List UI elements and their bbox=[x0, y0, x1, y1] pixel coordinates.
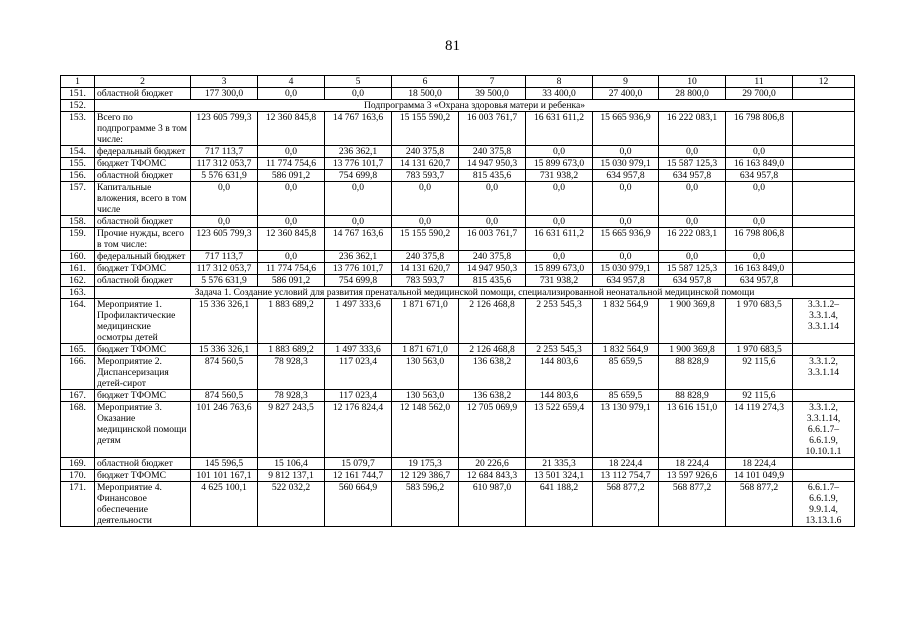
amount-cell: 85 659,5 bbox=[593, 390, 659, 402]
amount-cell: 0,0 bbox=[392, 182, 459, 216]
amount-cell: 15 336 326,1 bbox=[191, 344, 258, 356]
amount-cell: 9 827 243,5 bbox=[258, 402, 325, 458]
amount-cell: 130 563,0 bbox=[392, 390, 459, 402]
table-row bbox=[61, 356, 855, 390]
amount-cell: 1 900 369,8 bbox=[659, 344, 726, 356]
amount-cell: 78 928,3 bbox=[258, 356, 325, 390]
item-name: бюджет ТФОМС bbox=[95, 263, 191, 275]
amount-cell: 754 699,8 bbox=[325, 275, 392, 287]
amount-cell: 634 957,8 bbox=[593, 275, 659, 287]
budget-table bbox=[60, 75, 855, 527]
table-row bbox=[61, 263, 855, 275]
table-row bbox=[61, 182, 855, 216]
amount-cell: 12 360 845,8 bbox=[258, 112, 325, 146]
amount-cell: 641 188,2 bbox=[526, 482, 593, 527]
amount-cell: 16 003 761,7 bbox=[459, 112, 526, 146]
amount-cell: 11 774 754,6 bbox=[258, 263, 325, 275]
amount-cell: 0,0 bbox=[726, 182, 793, 216]
indicator-code: 6.6.1.7– 6.6.1.9, 9.9.1.4, 13.13.1.6 bbox=[793, 482, 855, 527]
indicator-code bbox=[793, 112, 855, 146]
item-name: областной бюджет bbox=[95, 88, 191, 100]
table-row bbox=[61, 458, 855, 470]
amount-cell: 12 360 845,8 bbox=[258, 228, 325, 251]
amount-cell: 634 957,8 bbox=[726, 170, 793, 182]
amount-cell: 2 253 545,3 bbox=[526, 299, 593, 344]
amount-cell: 5 576 631,9 bbox=[191, 275, 258, 287]
amount-cell: 101 246 763,6 bbox=[191, 402, 258, 458]
row-number: 156. bbox=[61, 170, 95, 182]
amount-cell: 0,0 bbox=[459, 182, 526, 216]
item-name: областной бюджет bbox=[95, 216, 191, 228]
amount-cell: 0,0 bbox=[593, 216, 659, 228]
amount-cell: 14 131 620,7 bbox=[392, 158, 459, 170]
amount-cell: 0,0 bbox=[325, 88, 392, 100]
amount-cell: 0,0 bbox=[258, 251, 325, 263]
amount-cell: 583 596,2 bbox=[392, 482, 459, 527]
amount-cell: 13 616 151,0 bbox=[659, 402, 726, 458]
amount-cell: 11 774 754,6 bbox=[258, 158, 325, 170]
amount-cell: 136 638,2 bbox=[459, 390, 526, 402]
amount-cell: 14 101 049,9 bbox=[726, 470, 793, 482]
amount-cell: 117 312 053,7 bbox=[191, 158, 258, 170]
amount-cell: 16 222 083,1 bbox=[659, 112, 726, 146]
amount-cell: 568 877,2 bbox=[593, 482, 659, 527]
amount-cell: 1 832 564,9 bbox=[593, 299, 659, 344]
table-row bbox=[61, 344, 855, 356]
amount-cell: 240 375,8 bbox=[392, 251, 459, 263]
item-name: бюджет ТФОМС bbox=[95, 158, 191, 170]
indicator-code: 3.3.1.2– 3.3.1.4, 3.3.1.14 bbox=[793, 299, 855, 344]
row-number: 154. bbox=[61, 146, 95, 158]
item-name: Мероприятие 2. Диспансеризация детей-сирот bbox=[95, 356, 191, 390]
amount-cell: 0,0 bbox=[526, 182, 593, 216]
amount-cell: 15 587 125,3 bbox=[659, 158, 726, 170]
amount-cell: 874 560,5 bbox=[191, 390, 258, 402]
amount-cell: 12 148 562,0 bbox=[392, 402, 459, 458]
row-number: 171. bbox=[61, 482, 95, 527]
table-row bbox=[61, 228, 855, 251]
amount-cell: 14 767 163,6 bbox=[325, 228, 392, 251]
amount-cell: 1 883 689,2 bbox=[258, 344, 325, 356]
amount-cell: 20 226,6 bbox=[459, 458, 526, 470]
amount-cell: 14 767 163,6 bbox=[325, 112, 392, 146]
amount-cell: 16 631 611,2 bbox=[526, 112, 593, 146]
amount-cell: 2 126 468,8 bbox=[459, 299, 526, 344]
header-cell: 6 bbox=[392, 76, 459, 88]
amount-cell: 0,0 bbox=[392, 216, 459, 228]
indicator-code bbox=[793, 390, 855, 402]
amount-cell: 14 947 950,3 bbox=[459, 158, 526, 170]
amount-cell: 731 938,2 bbox=[526, 170, 593, 182]
amount-cell: 0,0 bbox=[325, 216, 392, 228]
item-name: бюджет ТФОМС bbox=[95, 390, 191, 402]
amount-cell: 16 222 083,1 bbox=[659, 228, 726, 251]
amount-cell: 18 224,4 bbox=[593, 458, 659, 470]
table-row bbox=[61, 170, 855, 182]
table-row bbox=[61, 482, 855, 527]
row-number: 162. bbox=[61, 275, 95, 287]
amount-cell: 15 079,7 bbox=[325, 458, 392, 470]
header-cell: 10 bbox=[659, 76, 726, 88]
table-row bbox=[61, 112, 855, 146]
amount-cell: 88 828,9 bbox=[659, 390, 726, 402]
amount-cell: 1 871 671,0 bbox=[392, 299, 459, 344]
amount-cell: 101 101 167,1 bbox=[191, 470, 258, 482]
amount-cell: 0,0 bbox=[726, 216, 793, 228]
table-row bbox=[61, 390, 855, 402]
amount-cell: 144 803,6 bbox=[526, 390, 593, 402]
amount-cell: 240 375,8 bbox=[459, 146, 526, 158]
amount-cell: 117 023,4 bbox=[325, 390, 392, 402]
amount-cell: 0,0 bbox=[258, 182, 325, 216]
amount-cell: 15 030 979,1 bbox=[593, 158, 659, 170]
amount-cell: 15 030 979,1 bbox=[593, 263, 659, 275]
amount-cell: 0,0 bbox=[659, 251, 726, 263]
amount-cell: 815 435,6 bbox=[459, 170, 526, 182]
row-number: 170. bbox=[61, 470, 95, 482]
header-cell: 12 bbox=[793, 76, 855, 88]
amount-cell: 1 832 564,9 bbox=[593, 344, 659, 356]
item-name: Мероприятие 4. Финансовое обеспечение деятельности bbox=[95, 482, 191, 527]
table-row bbox=[61, 216, 855, 228]
indicator-code bbox=[793, 146, 855, 158]
header-cell: 8 bbox=[526, 76, 593, 88]
table-row bbox=[61, 146, 855, 158]
amount-cell: 717 113,7 bbox=[191, 146, 258, 158]
amount-cell: 145 596,5 bbox=[191, 458, 258, 470]
amount-cell: 1 900 369,8 bbox=[659, 299, 726, 344]
row-number: 153. bbox=[61, 112, 95, 146]
row-number: 164. bbox=[61, 299, 95, 344]
amount-cell: 634 957,8 bbox=[593, 170, 659, 182]
amount-cell: 13 597 926,6 bbox=[659, 470, 726, 482]
amount-cell: 0,0 bbox=[258, 146, 325, 158]
amount-cell: 0,0 bbox=[526, 251, 593, 263]
row-number: 158. bbox=[61, 216, 95, 228]
row-number: 155. bbox=[61, 158, 95, 170]
header-cell: 7 bbox=[459, 76, 526, 88]
amount-cell: 1 871 671,0 bbox=[392, 344, 459, 356]
header-cell: 3 bbox=[191, 76, 258, 88]
header-cell: 2 bbox=[95, 76, 191, 88]
amount-cell: 13 776 101,7 bbox=[325, 158, 392, 170]
amount-cell: 15 106,4 bbox=[258, 458, 325, 470]
amount-cell: 0,0 bbox=[459, 216, 526, 228]
amount-cell: 88 828,9 bbox=[659, 356, 726, 390]
amount-cell: 130 563,0 bbox=[392, 356, 459, 390]
amount-cell: 29 700,0 bbox=[726, 88, 793, 100]
amount-cell: 5 576 631,9 bbox=[191, 170, 258, 182]
amount-cell: 27 400,0 bbox=[593, 88, 659, 100]
indicator-code bbox=[793, 470, 855, 482]
amount-cell: 14 947 950,3 bbox=[459, 263, 526, 275]
item-name: Мероприятие 1. Профилактические медицинские осмотры детей bbox=[95, 299, 191, 344]
table-row bbox=[61, 275, 855, 287]
indicator-code: 3.3.1.2, 3.3.1.14, 6.6.1.7– 6.6.1.9, 10.10.1.1 bbox=[793, 402, 855, 458]
table-row bbox=[61, 470, 855, 482]
amount-cell: 0,0 bbox=[258, 216, 325, 228]
amount-cell: 14 119 274,3 bbox=[726, 402, 793, 458]
amount-cell: 634 957,8 bbox=[659, 275, 726, 287]
amount-cell: 634 957,8 bbox=[726, 275, 793, 287]
table-row bbox=[61, 299, 855, 344]
amount-cell: 28 800,0 bbox=[659, 88, 726, 100]
table-row bbox=[61, 251, 855, 263]
header-cell: 11 bbox=[726, 76, 793, 88]
table-row bbox=[61, 88, 855, 100]
amount-cell: 0,0 bbox=[593, 251, 659, 263]
amount-cell: 1 497 333,6 bbox=[325, 299, 392, 344]
amount-cell: 0,0 bbox=[191, 216, 258, 228]
amount-cell: 568 877,2 bbox=[726, 482, 793, 527]
amount-cell: 21 335,3 bbox=[526, 458, 593, 470]
header-cell: 5 bbox=[325, 76, 392, 88]
amount-cell: 123 605 799,3 bbox=[191, 228, 258, 251]
indicator-code bbox=[793, 88, 855, 100]
amount-cell: 1 970 683,5 bbox=[726, 344, 793, 356]
section-title: Задача 1. Создание условий для развития пренатальной медицинской помощи, специализированной неонатальной медицинской помощи bbox=[95, 287, 855, 299]
item-name: областной бюджет bbox=[95, 170, 191, 182]
amount-cell: 568 877,2 bbox=[659, 482, 726, 527]
table-row bbox=[61, 402, 855, 458]
amount-cell: 783 593,7 bbox=[392, 170, 459, 182]
item-name: федеральный бюджет bbox=[95, 251, 191, 263]
amount-cell: 15 336 326,1 bbox=[191, 299, 258, 344]
amount-cell: 39 500,0 bbox=[459, 88, 526, 100]
amount-cell: 19 175,3 bbox=[392, 458, 459, 470]
amount-cell: 177 300,0 bbox=[191, 88, 258, 100]
amount-cell: 144 803,6 bbox=[526, 356, 593, 390]
amount-cell: 16 798 806,8 bbox=[726, 228, 793, 251]
header-cell: 9 bbox=[593, 76, 659, 88]
amount-cell: 815 435,6 bbox=[459, 275, 526, 287]
indicator-code bbox=[793, 251, 855, 263]
amount-cell: 4 625 100,1 bbox=[191, 482, 258, 527]
indicator-code bbox=[793, 458, 855, 470]
amount-cell: 9 812 137,1 bbox=[258, 470, 325, 482]
page-number: 81 bbox=[445, 38, 460, 54]
amount-cell: 874 560,5 bbox=[191, 356, 258, 390]
indicator-code: 3.3.1.2, 3.3.1.14 bbox=[793, 356, 855, 390]
row-number: 159. bbox=[61, 228, 95, 251]
amount-cell: 92 115,6 bbox=[726, 390, 793, 402]
amount-cell: 16 798 806,8 bbox=[726, 112, 793, 146]
amount-cell: 2 126 468,8 bbox=[459, 344, 526, 356]
table-row bbox=[61, 158, 855, 170]
amount-cell: 0,0 bbox=[191, 182, 258, 216]
amount-cell: 16 163 849,0 bbox=[726, 158, 793, 170]
amount-cell: 78 928,3 bbox=[258, 390, 325, 402]
amount-cell: 123 605 799,3 bbox=[191, 112, 258, 146]
header-cell: 4 bbox=[258, 76, 325, 88]
indicator-code bbox=[793, 263, 855, 275]
amount-cell: 14 131 620,7 bbox=[392, 263, 459, 275]
amount-cell: 136 638,2 bbox=[459, 356, 526, 390]
amount-cell: 117 312 053,7 bbox=[191, 263, 258, 275]
amount-cell: 13 776 101,7 bbox=[325, 263, 392, 275]
indicator-code bbox=[793, 344, 855, 356]
amount-cell: 0,0 bbox=[258, 88, 325, 100]
amount-cell: 0,0 bbox=[726, 251, 793, 263]
row-number: 168. bbox=[61, 402, 95, 458]
amount-cell: 15 587 125,3 bbox=[659, 263, 726, 275]
row-number: 152. bbox=[61, 100, 95, 112]
amount-cell: 754 699,8 bbox=[325, 170, 392, 182]
row-number: 166. bbox=[61, 356, 95, 390]
amount-cell: 33 400,0 bbox=[526, 88, 593, 100]
item-name: областной бюджет bbox=[95, 458, 191, 470]
amount-cell: 586 091,2 bbox=[258, 275, 325, 287]
item-name: федеральный бюджет bbox=[95, 146, 191, 158]
section-row bbox=[61, 287, 855, 299]
amount-cell: 0,0 bbox=[526, 216, 593, 228]
amount-cell: 610 987,0 bbox=[459, 482, 526, 527]
amount-cell: 15 155 590,2 bbox=[392, 112, 459, 146]
item-name: Капитальные вложения, всего в том числе bbox=[95, 182, 191, 216]
row-number: 161. bbox=[61, 263, 95, 275]
indicator-code bbox=[793, 216, 855, 228]
amount-cell: 15 665 936,9 bbox=[593, 112, 659, 146]
amount-cell: 13 522 659,4 bbox=[526, 402, 593, 458]
amount-cell: 0,0 bbox=[593, 182, 659, 216]
item-name: Всего по подпрограмме 3 в том числе: bbox=[95, 112, 191, 146]
amount-cell: 15 665 936,9 bbox=[593, 228, 659, 251]
amount-cell: 92 115,6 bbox=[726, 356, 793, 390]
indicator-code bbox=[793, 158, 855, 170]
amount-cell: 240 375,8 bbox=[392, 146, 459, 158]
section-row bbox=[61, 100, 855, 112]
amount-cell: 13 130 979,1 bbox=[593, 402, 659, 458]
amount-cell: 236 362,1 bbox=[325, 251, 392, 263]
amount-cell: 560 664,9 bbox=[325, 482, 392, 527]
amount-cell: 0,0 bbox=[659, 216, 726, 228]
amount-cell: 1 497 333,6 bbox=[325, 344, 392, 356]
amount-cell: 0,0 bbox=[659, 146, 726, 158]
amount-cell: 236 362,1 bbox=[325, 146, 392, 158]
amount-cell: 0,0 bbox=[526, 146, 593, 158]
amount-cell: 717 113,7 bbox=[191, 251, 258, 263]
amount-cell: 117 023,4 bbox=[325, 356, 392, 390]
table-body bbox=[61, 76, 855, 527]
amount-cell: 15 155 590,2 bbox=[392, 228, 459, 251]
amount-cell: 18 224,4 bbox=[659, 458, 726, 470]
item-name: Прочие нужды, всего в том числе: bbox=[95, 228, 191, 251]
amount-cell: 1 883 689,2 bbox=[258, 299, 325, 344]
indicator-code bbox=[793, 182, 855, 216]
indicator-code bbox=[793, 275, 855, 287]
amount-cell: 12 176 824,4 bbox=[325, 402, 392, 458]
amount-cell: 85 659,5 bbox=[593, 356, 659, 390]
amount-cell: 15 899 673,0 bbox=[526, 158, 593, 170]
amount-cell: 12 161 744,7 bbox=[325, 470, 392, 482]
amount-cell: 586 091,2 bbox=[258, 170, 325, 182]
amount-cell: 0,0 bbox=[726, 146, 793, 158]
header-row bbox=[61, 76, 855, 88]
amount-cell: 522 032,2 bbox=[258, 482, 325, 527]
amount-cell: 16 163 849,0 bbox=[726, 263, 793, 275]
amount-cell: 634 957,8 bbox=[659, 170, 726, 182]
amount-cell: 12 705 069,9 bbox=[459, 402, 526, 458]
section-title: Подпрограмма 3 «Охрана здоровья матери и ребенка» bbox=[95, 100, 855, 112]
row-number: 167. bbox=[61, 390, 95, 402]
amount-cell: 1 970 683,5 bbox=[726, 299, 793, 344]
row-number: 157. bbox=[61, 182, 95, 216]
amount-cell: 16 003 761,7 bbox=[459, 228, 526, 251]
amount-cell: 18 500,0 bbox=[392, 88, 459, 100]
amount-cell: 2 253 545,3 bbox=[526, 344, 593, 356]
row-number: 165. bbox=[61, 344, 95, 356]
amount-cell: 0,0 bbox=[325, 182, 392, 216]
item-name: бюджет ТФОМС bbox=[95, 344, 191, 356]
amount-cell: 0,0 bbox=[593, 146, 659, 158]
amount-cell: 12 684 843,3 bbox=[459, 470, 526, 482]
amount-cell: 12 129 386,7 bbox=[392, 470, 459, 482]
amount-cell: 783 593,7 bbox=[392, 275, 459, 287]
header-cell: 1 bbox=[61, 76, 95, 88]
amount-cell: 18 224,4 bbox=[726, 458, 793, 470]
row-number: 169. bbox=[61, 458, 95, 470]
amount-cell: 240 375,8 bbox=[459, 251, 526, 263]
indicator-code bbox=[793, 170, 855, 182]
amount-cell: 731 938,2 bbox=[526, 275, 593, 287]
amount-cell: 13 501 324,1 bbox=[526, 470, 593, 482]
amount-cell: 16 631 611,2 bbox=[526, 228, 593, 251]
amount-cell: 15 899 673,0 bbox=[526, 263, 593, 275]
indicator-code bbox=[793, 228, 855, 251]
row-number: 160. bbox=[61, 251, 95, 263]
item-name: бюджет ТФОМС bbox=[95, 470, 191, 482]
item-name: областной бюджет bbox=[95, 275, 191, 287]
item-name: Мероприятие 3. Оказание медицинской помощи детям bbox=[95, 402, 191, 458]
amount-cell: 0,0 bbox=[659, 182, 726, 216]
amount-cell: 13 112 754,7 bbox=[593, 470, 659, 482]
row-number: 151. bbox=[61, 88, 95, 100]
row-number: 163. bbox=[61, 287, 95, 299]
